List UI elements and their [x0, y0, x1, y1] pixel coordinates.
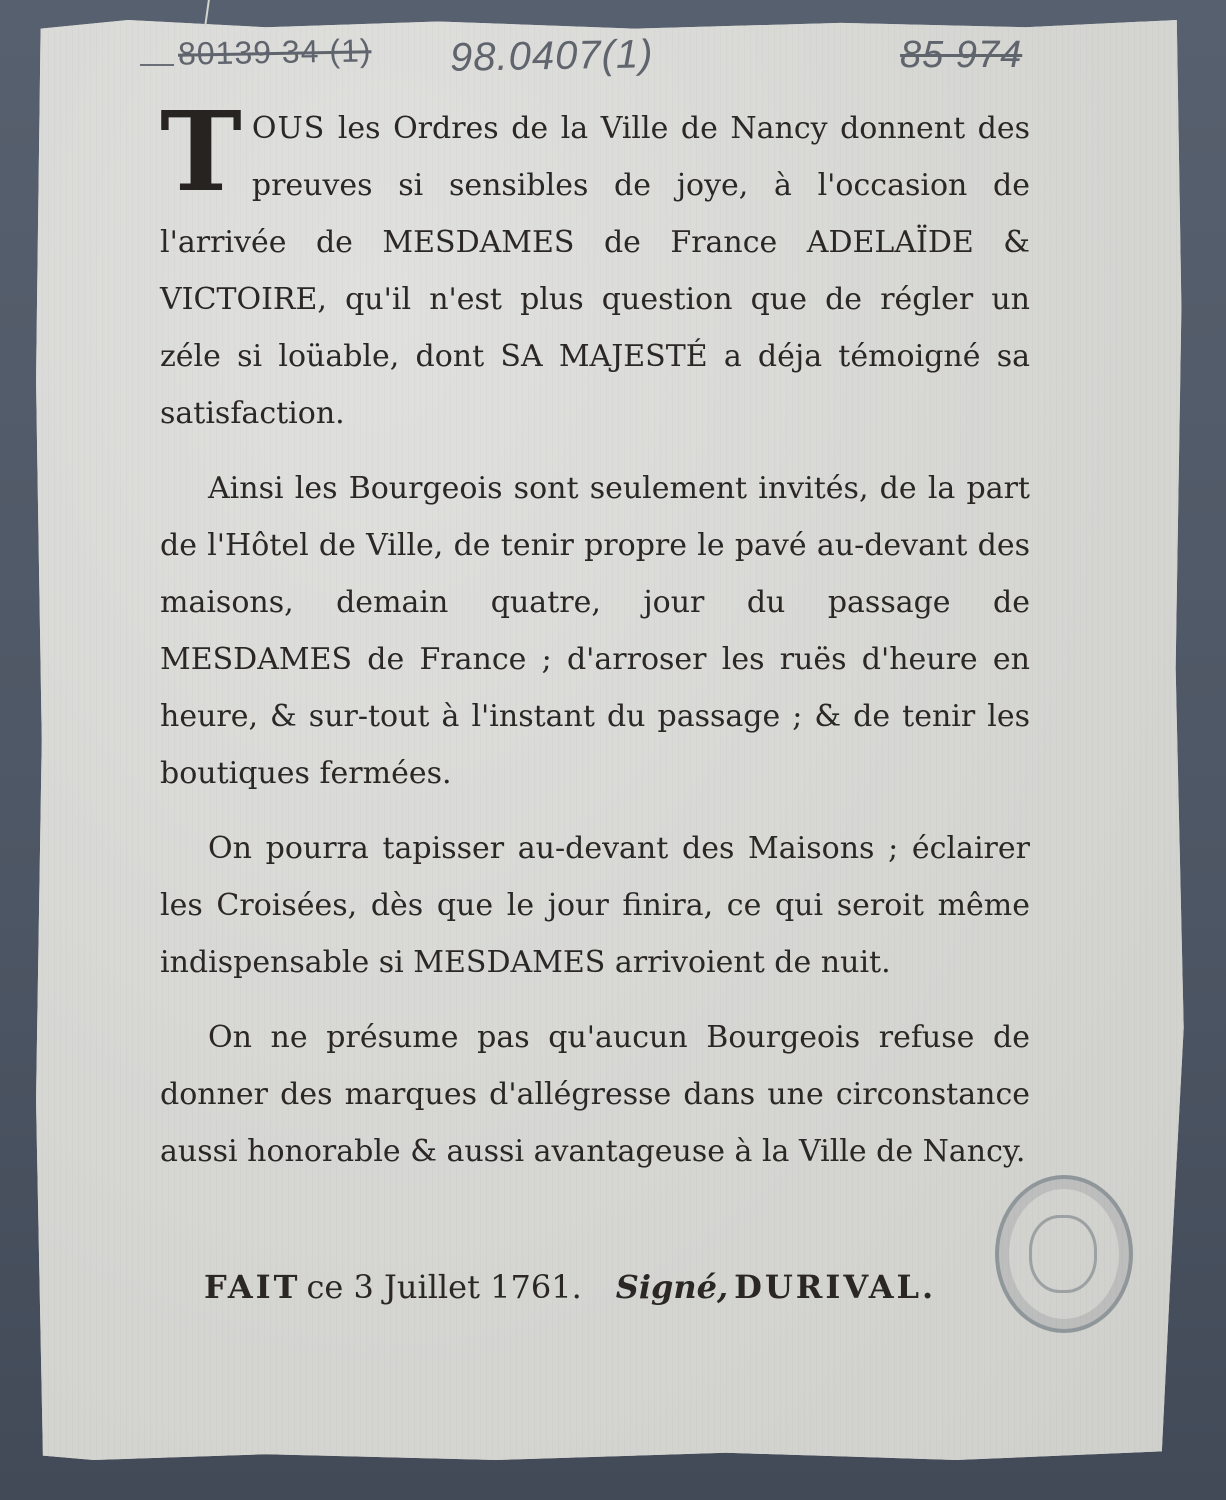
paper-thread	[204, 0, 230, 29]
signature-line	[160, 1268, 1030, 1306]
signed-label: Signé,	[615, 1268, 729, 1306]
paragraph-1	[160, 87, 1030, 442]
paragraph-1-text: les Ordres de la Ville de Nancy donnent des preuves si sensibles de joye, à l'occasion de l'arrivée de MESDAMES de France ADELAÏDE & VICTOIRE, qu'il n'est plus question que de régler un zéle si loüable, dont SA MAJESTÉ a déja témoigné sa satisfaction.	[160, 111, 1030, 431]
shelfmark-corner: 85 974	[900, 34, 1023, 76]
paragraph-4: On ne présume pas qu'aucun Bourgeois refuse de donner des marques d'allégresse dans une circonstance aussi honorable & aussi avantageuse à la Ville de Nancy.	[160, 1020, 1030, 1169]
drop-capital: T	[160, 87, 242, 216]
signatory-name: DURIVAL.	[734, 1268, 937, 1306]
paragraph-1-lead: OUS	[251, 111, 326, 146]
paragraph-3: On pourra tapisser au-devant des Maisons ; éclairer les Croisées, dès que le jour finira, ce qui seroit même indispensable si MESDAMES arrivoient de nuit.	[160, 831, 1030, 980]
document-body	[160, 87, 1030, 1198]
library-stamp	[995, 1175, 1133, 1333]
shelfmark-current: 98.0407(1)	[449, 32, 654, 80]
pencil-dash	[140, 64, 174, 66]
shelfmark-crossed: 80139 34 (1)	[177, 32, 372, 72]
date-text: ce 3 Juillet 1761.	[306, 1268, 582, 1306]
paragraph-2: Ainsi les Bourgeois sont seulement invités, de la part de l'Hôtel de Ville, de tenir propre le pavé au-devant des maisons, demain quatre, jour du passage de MESDAMES de France ; d'arroser les ruës d'heure en heure, & sur-tout à l'instant du passage ; & de tenir les boutiques fermées.	[160, 471, 1030, 791]
fait-label: FAIT	[204, 1268, 301, 1306]
